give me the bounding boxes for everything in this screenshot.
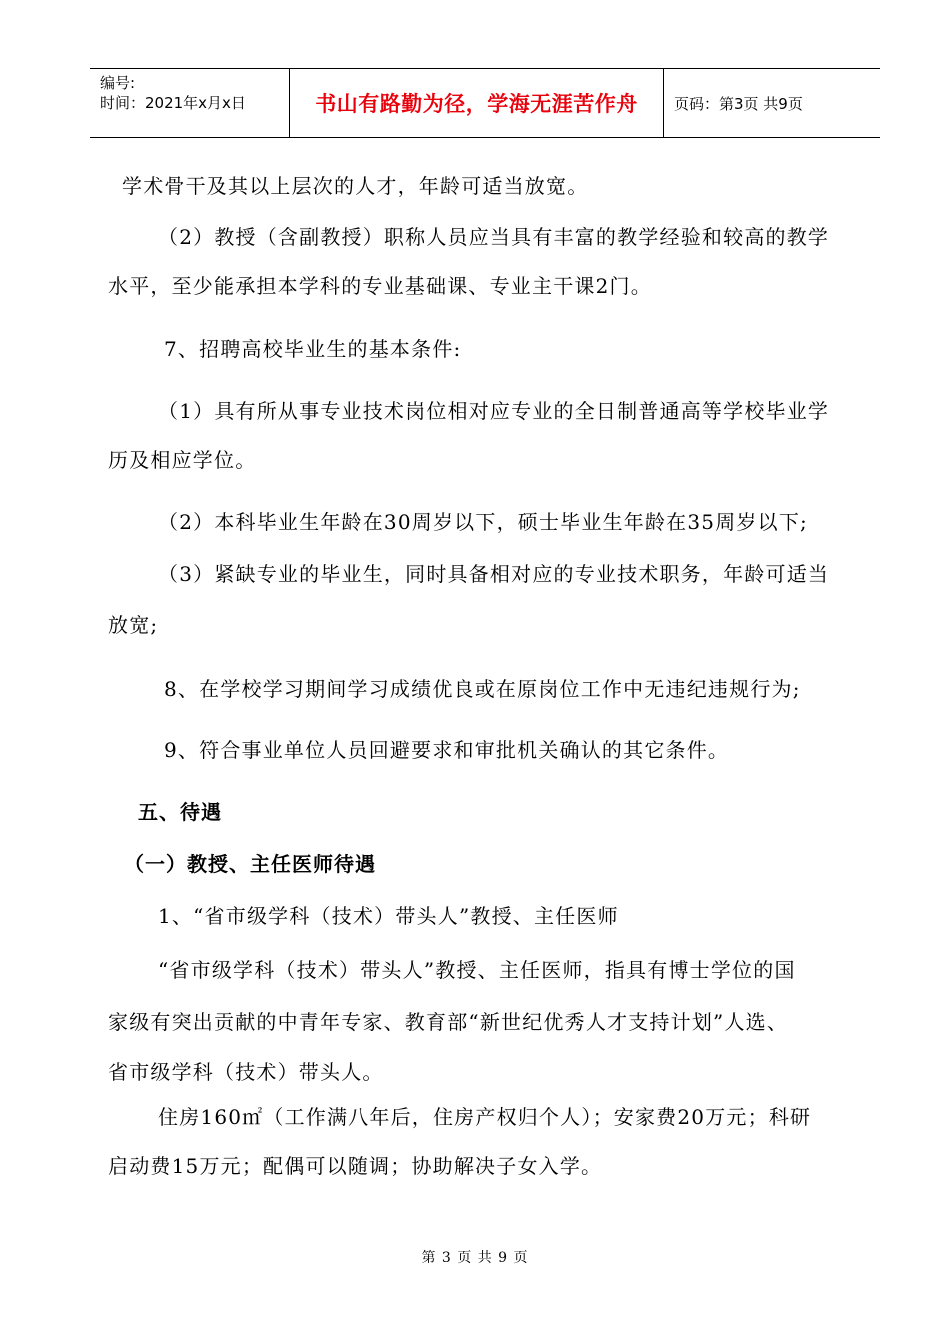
paragraph-9: 1、“省市级学科（技术）带头人”教授、主任医师 [158,904,619,928]
header-motto: 书山有路勤为径，学海无涯苦作舟 [290,69,664,137]
paragraph-10-line-2: 家级有突出贡献的中青年专家、教育部“新世纪优秀人才支持计划”人选、 [108,1010,789,1034]
paragraph-1: 学术骨干及其以上层次的人才，年龄可适当放宽。 [122,174,589,198]
paragraph-10-line-1: “省市级学科（技术）带头人”教授、主任医师，指具有博士学位的国 [158,958,796,982]
header-page-label: 页码：第3页 共9页 [674,94,803,113]
paragraph-11-line-1: 住房160㎡（工作满八年后，住房产权归个人）；安家费20万元；科研 [158,1105,812,1129]
paragraph-2-line-2: 水平，至少能承担本学科的专业基础课、专业主干课2门。 [108,274,652,298]
header-number-label: 编号: [100,74,136,92]
paragraph-2-line-1: （2）教授（含副教授）职称人员应当具有丰富的教学经验和较高的教学 [158,225,830,249]
paragraph-6-line-1: （3）紧缺专业的毕业生，同时具备相对应的专业技术职务，年龄可适当 [158,562,830,586]
paragraph-8: 9、符合事业单位人员回避要求和审批机关确认的其它条件。 [164,738,730,762]
document-header [90,68,880,138]
paragraph-4-line-1: （1）具有所从事专业技术岗位相对应专业的全日制普通高等学校毕业学 [158,399,830,423]
subsection-heading-1: （一）教授、主任医师待遇 [124,852,376,876]
section-heading-5: 五、待遇 [138,800,222,824]
paragraph-7: 8、在学校学习期间学习成绩优良或在原岗位工作中无违纪违规行为; [164,677,801,701]
paragraph-6-line-2: 放宽; [108,613,159,637]
paragraph-11-line-2: 启动费15万元；配偶可以随调；协助解决子女入学。 [108,1154,603,1178]
page-footer: 第 3 页 共 9 页 [421,1250,529,1266]
header-time-label: 时间：2021年x月x日 [100,94,246,112]
header-info-cell [90,69,290,137]
paragraph-10-line-3: 省市级学科（技术）带头人。 [108,1060,384,1084]
paragraph-4-line-2: 历及相应学位。 [108,448,257,472]
paragraph-3: 7、招聘高校毕业生的基本条件: [164,337,462,361]
paragraph-5: （2）本科毕业生年龄在30周岁以下，硕士毕业生年龄在35周岁以下; [158,510,808,534]
